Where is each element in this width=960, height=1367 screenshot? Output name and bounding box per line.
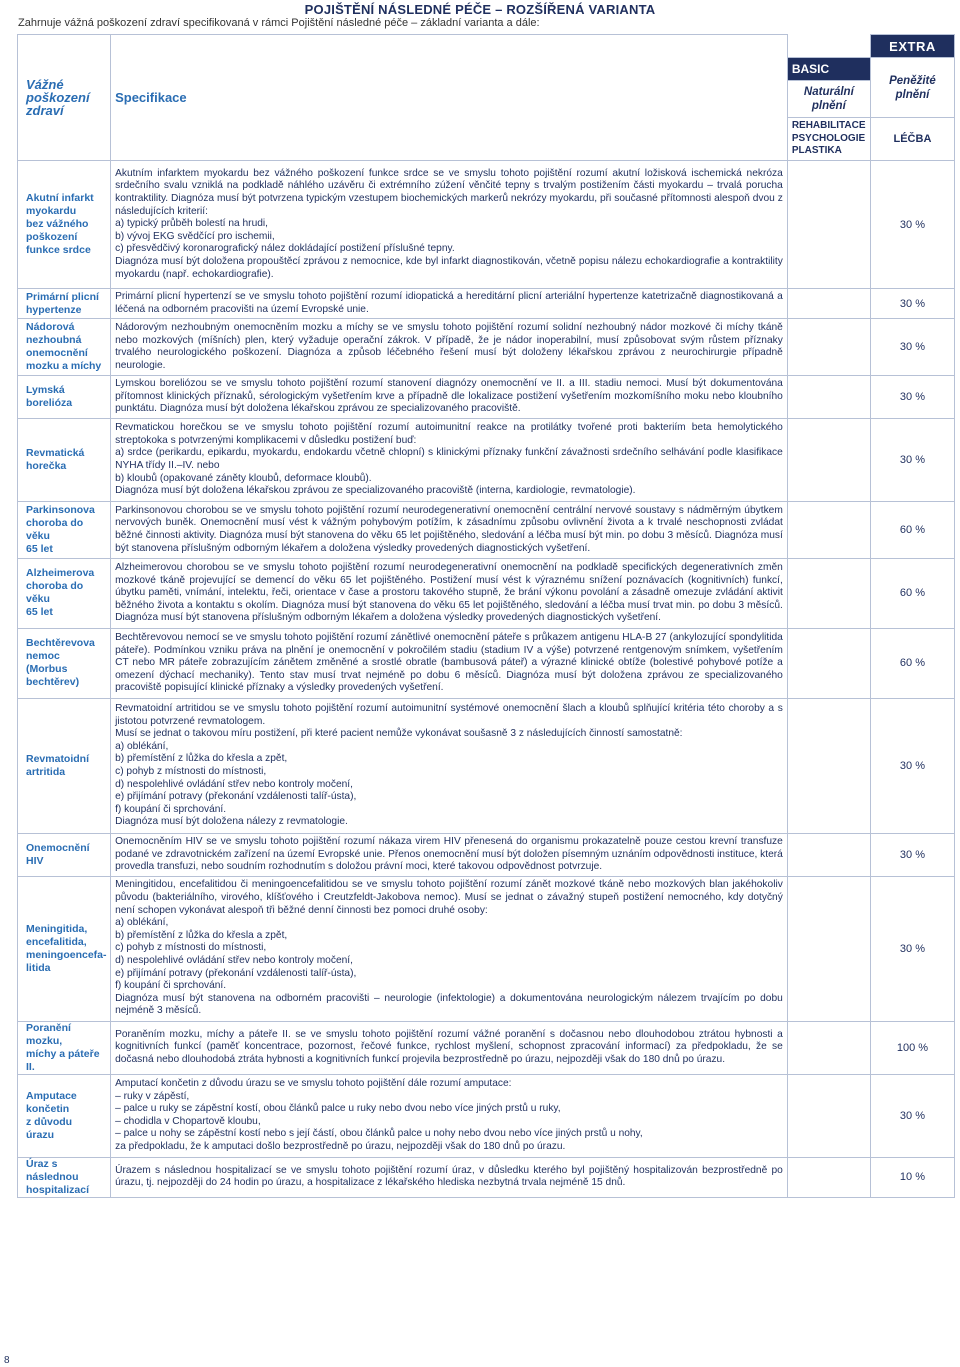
benefit-percent: 60 % <box>870 501 954 558</box>
table-row <box>18 558 955 628</box>
table-row <box>18 161 955 289</box>
illness-specification: Lymskou boreliózou se ve smyslu tohoto pojištění rozumí stanovení diagnózy onemocnění ve II. a III. stadiu nemoci. Musí být dokumentována přítomnost klinických příznaků, sérologickým vyšetřením krve a případně dle lokalizace postižení vyšetřením mozkomíšního moku nebo kloubního punktátu. Diagnóza musí být doložena lékařskou zprávou ze specializovaného pracoviště. <box>111 376 788 419</box>
basic-cell <box>787 289 870 319</box>
table-row <box>18 628 955 698</box>
benefit-percent: 30 % <box>870 833 954 876</box>
illness-name: Meningitida, encefalitida, meningoencefa- litida <box>18 876 111 1021</box>
table-row <box>18 289 955 319</box>
illness-name: Nádorová nezhoubná onemocnění mozku a míchy <box>18 319 111 376</box>
illness-specification: Úrazem s následnou hospitalizací se ve smyslu tohoto pojištění rozumí úraz, v důsledku kterého byl pojištěný hospitalizován bezprostředně po úrazu, tj. nejpozději do 24 hodin po úrazu, a hospitalizace z lékařského hlediska nezbytná trvala nejméně 15 dnů. <box>111 1157 788 1197</box>
table-row <box>18 833 955 876</box>
table-row <box>18 418 955 501</box>
rehab-label: REHABILITACE PSYCHOLOGIE PLASTIKA <box>787 118 870 161</box>
benefit-percent: 30 % <box>870 289 954 319</box>
illness-name: Revmatická horečka <box>18 418 111 501</box>
basic-cell <box>787 418 870 501</box>
table-row <box>18 501 955 558</box>
illness-name: Lymská borelióza <box>18 376 111 419</box>
table-row <box>18 698 955 833</box>
treatment-label: LÉČBA <box>870 118 954 161</box>
illness-specification: Onemocněním HIV se ve smyslu tohoto pojištění rozumí nákaza virem HIV přenesená do organismu prokazatelně pouze cestou krevní transfuze podané ve zdravotnickém zařízení na území Evropské unie. Přenos onemocnění musí být doložen písemným uznáním odpovědnosti instituce, která provedla transfuzi, nebo soudním rozhodnutím s doložou právní moci, které takovou odpovědnost potvrzuje. <box>111 833 788 876</box>
illness-name: Poranění mozku, míchy a páteře II. <box>18 1021 111 1074</box>
page-number: 8 <box>4 1355 10 1366</box>
basic-cell <box>787 628 870 698</box>
illness-specification: Bechtěrevovou nemocí se ve smyslu tohoto pojištění rozumí zánětlivé onemocnění páteře s průkazem antigenu HLA-B 27 (ankylozující spondylitida páteře). Podmínkou vzniku práva na plnění je onemocnění v pokročilém stadiu (stadium IV a výše) potvrzené rentgenovým snímkem, vyšetřením CT nebo MR páteře zobrazujícím zánětem změněné a srostlé obratle (bambusová páteř) a výrazné klinické obtíže (bolestivé pohybové potíže a omezení dýchací mechaniky). Tento stav musí trvat nejméně po dobu 6 měsíců. Diagnóza musí být doložena zprávou ze specializovaného pracoviště popisující klinické příznaky a výsledky provedených vyšetření. <box>111 628 788 698</box>
table-row <box>18 1074 955 1157</box>
benefit-percent: 30 % <box>870 1074 954 1157</box>
basic-cell <box>787 876 870 1021</box>
benefit-percent: 30 % <box>870 319 954 376</box>
illness-name: Úraz s následnou hospitalizací <box>18 1157 111 1197</box>
illness-name: Revmatoidní artritida <box>18 698 111 833</box>
basic-cell <box>787 319 870 376</box>
illness-specification: Alzheimerovou chorobou se ve smyslu tohoto pojištění rozumí neurodegenerativní onemocnění na podkladě specifických degenerativních změn mozkové tkáně projevující se demencí do věku 65 let pojištěného. Postižení musí vést k výraznému snížení poznávacích (kognitivních) funkcí, úbytku paměti, vnímání, intelektu, řeči, orientace v čase a prostoru takového stupně, že brání výkonu povolání a zásadně omezuje zvládání aktivit běžného života a kontaktu s okolím. Diagnóza musí být stanovena do věku 65 let pojištěného, sledování a léčba musí trvat min. po dobu 3 měsíců. Diagnóza musí být stanovena příslušným odborným lékařem a doložena výsledky provedených diagnostických vyšetření. <box>111 558 788 628</box>
basic-cell <box>787 1074 870 1157</box>
illness-name: Amputace končetin z důvodu úrazu <box>18 1074 111 1157</box>
basic-cell <box>787 833 870 876</box>
page-title: POJIŠTĚNÍ NÁSLEDNÉ PÉČE – ROZŠÍŘENÁ VARIANTA <box>304 2 656 17</box>
basic-label: BASIC <box>787 58 870 81</box>
benefit-percent: 60 % <box>870 628 954 698</box>
illness-specification: Revmatoidní artritidou se ve smyslu tohoto pojištění rozumí autoimunitní systémové onemocnění šlach a kloubů splňující kritéria této choroby a s jistotou potvrzené revmatologem. Musí se jednat o takovou míru postižení, při které pacient nemůže vykonávat soušasně 3 z následujících činností samostatně: a) oblékání, b) přemístění z lůžka do křesla a zpět, c) pohyb z místnosti do místnosti, d) nespolehlivé ovládání střev nebo kontroly močení, e) přijímání potravy (překonání vzdálenosti talíř-ústa), f) koupání či sprchování. Diagnóza musí být doložena nálezy z revmatologie. <box>111 698 788 833</box>
basic-cell <box>787 161 870 289</box>
illness-name: Primární plicní hypertenze <box>18 289 111 319</box>
illness-name: Bechtěrevova nemoc (Morbus bechtěrev) <box>18 628 111 698</box>
table-row <box>18 1157 955 1197</box>
basic-cell <box>787 558 870 628</box>
illness-name: Akutní infarkt myokardu bez vážného poškození funkce srdce <box>18 161 111 289</box>
benefit-percent: 30 % <box>870 698 954 833</box>
illness-specification: Akutním infarktem myokardu bez vážného poškození funkce srdce se ve smyslu tohoto pojištění rozumí akutní ložisková ischemická nekróza srdečního svalu vzniklá na podkladě náhlého uzávěru či extrémního zúžení věnčité tepny s trvalým postižením části myokardu – trvalá porucha kontraktility. Diagnóza musí být potvrzena typickým vzestupem biochemických markerů nekrózy myokardu, při současné přítomnosti alespoň dvou z následujících kriterií: a) typický průběh bolestí na hrudi, b) vývoj EKG svědčící pro ischemii, c) přesvědčivý koronarografický nález dokládající postižení příslušné tepny. Diagnóza musí být doložena propouštěcí zprávou z nemocnice, kde byl infarkt diagnostikován, včetně popisu nálezu echokardiografie a kontraktility myokardu (např. echokardiografie). <box>111 161 788 289</box>
header-blank-cell <box>787 35 870 58</box>
illness-specification: Revmatickou horečkou se ve smyslu tohoto pojištění rozumí autoimunitní reakce na protilátky tvořené proti bakteriím beta hemolytického streptokoka s potvrzenými komplikacemi v důsledku postižení buď: a) srdce (perikardu, epikardu, myokardu, endokardu včetně chlopní) s klinickými příznaky funkční závažnosti srdečního selhávání podle klasifikace NYHA třídy II.–IV. nebo b) kloubů (opakované záněty kloubů, deformace kloubů). Diagnóza musí být doložena lékařskou zprávou ze specializovaného pracoviště (interna, kardiologie, revmatologie). <box>111 418 788 501</box>
illness-specification: Parkinsonovou chorobou se ve smyslu tohoto pojištění rozumí neurodegenerativní onemocnění centrální nervové soustavy s nádměrným úbytkem nervových buněk. Onemocnění musí vést k vážným pohybovým potížím, k zásadnímu způsobu ovlivnění života a k trvalé neschopnosti zvládat běžné činnosti aktivity. Diagnóza musí být stanovena do věku 65 let pojištěného, sledování a léčba musí být min. po dobu 3 měsíců. Diagnóza musí být stanovena příslušným odborným lékařem a doložena výsledky provedených diagnostických vyšetření. <box>111 501 788 558</box>
basic-cell <box>787 1157 870 1197</box>
cash-benefit-label: Peněžité plnění <box>870 58 954 118</box>
table-row <box>18 376 955 419</box>
illness-name: Alzheimerova choroba do věku 65 let <box>18 558 111 628</box>
benefit-percent: 30 % <box>870 161 954 289</box>
table-row <box>18 319 955 376</box>
page-subtitle: Zahrnuje vážná poškození zdraví specifikovaná v rámci Pojištění následné péče – základní varianta a dále: <box>18 17 540 29</box>
benefit-percent: 30 % <box>870 376 954 419</box>
basic-cell <box>787 501 870 558</box>
table-row <box>18 876 955 1021</box>
table-row <box>18 1021 955 1074</box>
header-illness-column: Vážné poškození zdraví <box>18 35 111 161</box>
coverage-table <box>17 34 955 1198</box>
header-specification-column: Specifikace <box>111 35 788 161</box>
illness-specification: Nádorovým nezhoubným onemocněním mozku a míchy se ve smyslu tohoto pojištění rozumí solidní nezhoubný nádor mozkové či míchy tkáně nebo mozkových (míšních) plen, který vyžaduje operační zákrok. V případě, že je nádor inoperabilní, musí způsobovat svým růstem příznaky trvalého neurologického poškození. Diagnóza a způsob léčebného řešení musí být doloženy lékařskou zprávou z neurochirurgie případně neurologie. <box>111 319 788 376</box>
illness-specification: Primární plicní hypertenzí se ve smyslu tohoto pojištění rozumí idiopatická a hereditární plicní arteriální hypertenze katetrizačně diagnostikovaná a léčená na odborném pracovišti na území Evropské unie. <box>111 289 788 319</box>
benefit-percent: 10 % <box>870 1157 954 1197</box>
illness-name: Onemocnění HIV <box>18 833 111 876</box>
illness-specification: Meningitidou, encefalitidou či meningoencefalitidou se ve smyslu tohoto pojištění rozumí zánět mozkové tkáně nebo mozkových blan jakéhokoliv původu (bakteriálního, virového, klíšťového i Creutzfeldt-Jakobova nemoc). Musí se jednat o závažný stupeň postižení nemocného, kdy dotyčný není schopen vykonávat alespoň tři běžné denní činnosti bez pomoci druhé osoby: a) oblékání, b) přemístění z lůžka do křesla a zpět, c) pohyb z místnosti do místnosti, d) nespolehlivé ovládání střev nebo kontroly močení, e) přijímání potravy (překonání vzdálenosti talíř-ústa), f) koupání či sprchování. Diagnóza musí být stanovena na odborném pracovišti – neurologie (infektologie) a dokumentována neurologickým nálezem trvajícím po dobu nejméně 3 měsíců. <box>111 876 788 1021</box>
basic-cell <box>787 376 870 419</box>
benefit-percent: 30 % <box>870 418 954 501</box>
benefit-percent: 30 % <box>870 876 954 1021</box>
illness-specification: Poraněním mozku, míchy a páteře II. se ve smyslu tohoto pojištění rozumí vážné poranění s dočasnou nebo dlouhodobou ztrátou hybnosti a kognitivních funkcí (paměť koncentrace, pozornost, řečové funkce, rychlost myšlení, schopnost zpracování informací) za předpokladu, že se dočasná nebo dlouhodobá ztráta hybnosti a kognitivních funkcí projevila bezprostředně po úrazu, nejpozději však do 180 dnů po úrazu. <box>111 1021 788 1074</box>
extra-label: EXTRA <box>870 35 954 58</box>
basic-cell <box>787 698 870 833</box>
benefit-percent: 60 % <box>870 558 954 628</box>
benefit-percent: 100 % <box>870 1021 954 1074</box>
illness-specification: Amputací končetin z důvodu úrazu se ve smyslu tohoto pojištění dále rozumí amputace: – ruky v zápěstí, – palce u ruky se zápěstní kostí, obou článků palce u ruky nebo dvou nebo více jiných prstů u ruky, – chodidla v Chopartově kloubu, – palce u nohy se zápěstní kostí nebo s její částí, obou článků palce u nohy nebo dvou nebo více jiných prstů u nohy, za předpokladu, že k amputaci došlo bezprostředně po úrazu, nejpozději však do 180 dnů po úrazu. <box>111 1074 788 1157</box>
illness-name: Parkinsonova choroba do věku 65 let <box>18 501 111 558</box>
basic-cell <box>787 1021 870 1074</box>
in-kind-benefit-label: Naturální plnění <box>787 81 870 118</box>
